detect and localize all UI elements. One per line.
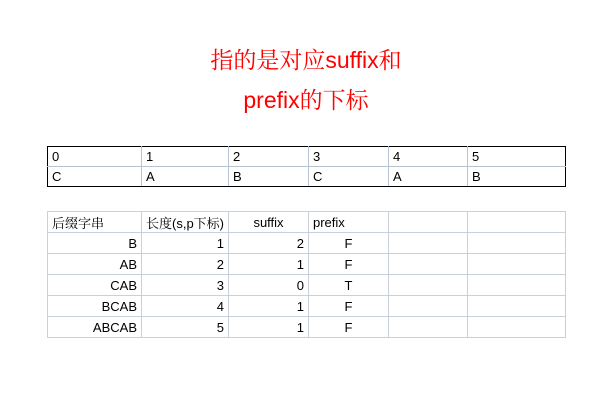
cell-suffix: 0 [229,275,309,296]
cell-prefix: F [309,317,389,338]
cell-length: 4 [142,296,229,317]
annotation-line-2: prefix的下标 [243,87,369,113]
suffix-prefix-table [47,211,566,338]
cell-empty-1 [389,317,468,338]
index-row [48,147,566,167]
cell-suffix: 2 [229,233,309,254]
table-row [48,254,566,275]
cell-prefix: T [309,275,389,296]
cell-length: 5 [142,317,229,338]
cell-empty-1 [389,254,468,275]
cell-empty-2 [468,296,566,317]
cell-suffix-string: CAB [48,275,142,296]
table-row [48,296,566,317]
column-header-suffix-string: 后缀字串 [48,212,142,233]
cell-empty-2 [468,254,566,275]
table-row [48,275,566,296]
cell-prefix: F [309,254,389,275]
index-cell: 5 [468,147,566,167]
cell-prefix: F [309,296,389,317]
cell-empty-1 [389,275,468,296]
cell-empty-1 [389,233,468,254]
table-row [48,317,566,338]
letter-row [48,167,566,187]
column-header-suffix: suffix [229,212,309,233]
annotation-text [0,40,612,120]
column-header-empty-2 [468,212,566,233]
letter-cell: B [468,167,566,187]
index-cell: 3 [309,147,389,167]
cell-suffix-string: ABCAB [48,317,142,338]
index-cell: 0 [48,147,142,167]
index-string-table [47,146,566,187]
annotation-line-1: 指的是对应suffix和 [210,47,402,73]
cell-length: 3 [142,275,229,296]
table-row [48,233,566,254]
cell-empty-2 [468,317,566,338]
letter-cell: A [142,167,229,187]
cell-empty-1 [389,296,468,317]
column-header-empty-1 [389,212,468,233]
letter-cell: B [229,167,309,187]
index-cell: 2 [229,147,309,167]
letter-cell: C [48,167,142,187]
cell-suffix-string: BCAB [48,296,142,317]
cell-length: 2 [142,254,229,275]
cell-suffix: 1 [229,254,309,275]
cell-suffix: 1 [229,296,309,317]
index-cell: 1 [142,147,229,167]
cell-empty-2 [468,275,566,296]
cell-suffix-string: B [48,233,142,254]
cell-suffix: 1 [229,317,309,338]
cell-empty-2 [468,233,566,254]
table-header-row [48,212,566,233]
column-header-length: 长度(s,p下标) [142,212,229,233]
cell-suffix-string: AB [48,254,142,275]
letter-cell: A [389,167,468,187]
index-cell: 4 [389,147,468,167]
letter-cell: C [309,167,389,187]
column-header-prefix: prefix [309,212,389,233]
cell-length: 1 [142,233,229,254]
cell-prefix: F [309,233,389,254]
